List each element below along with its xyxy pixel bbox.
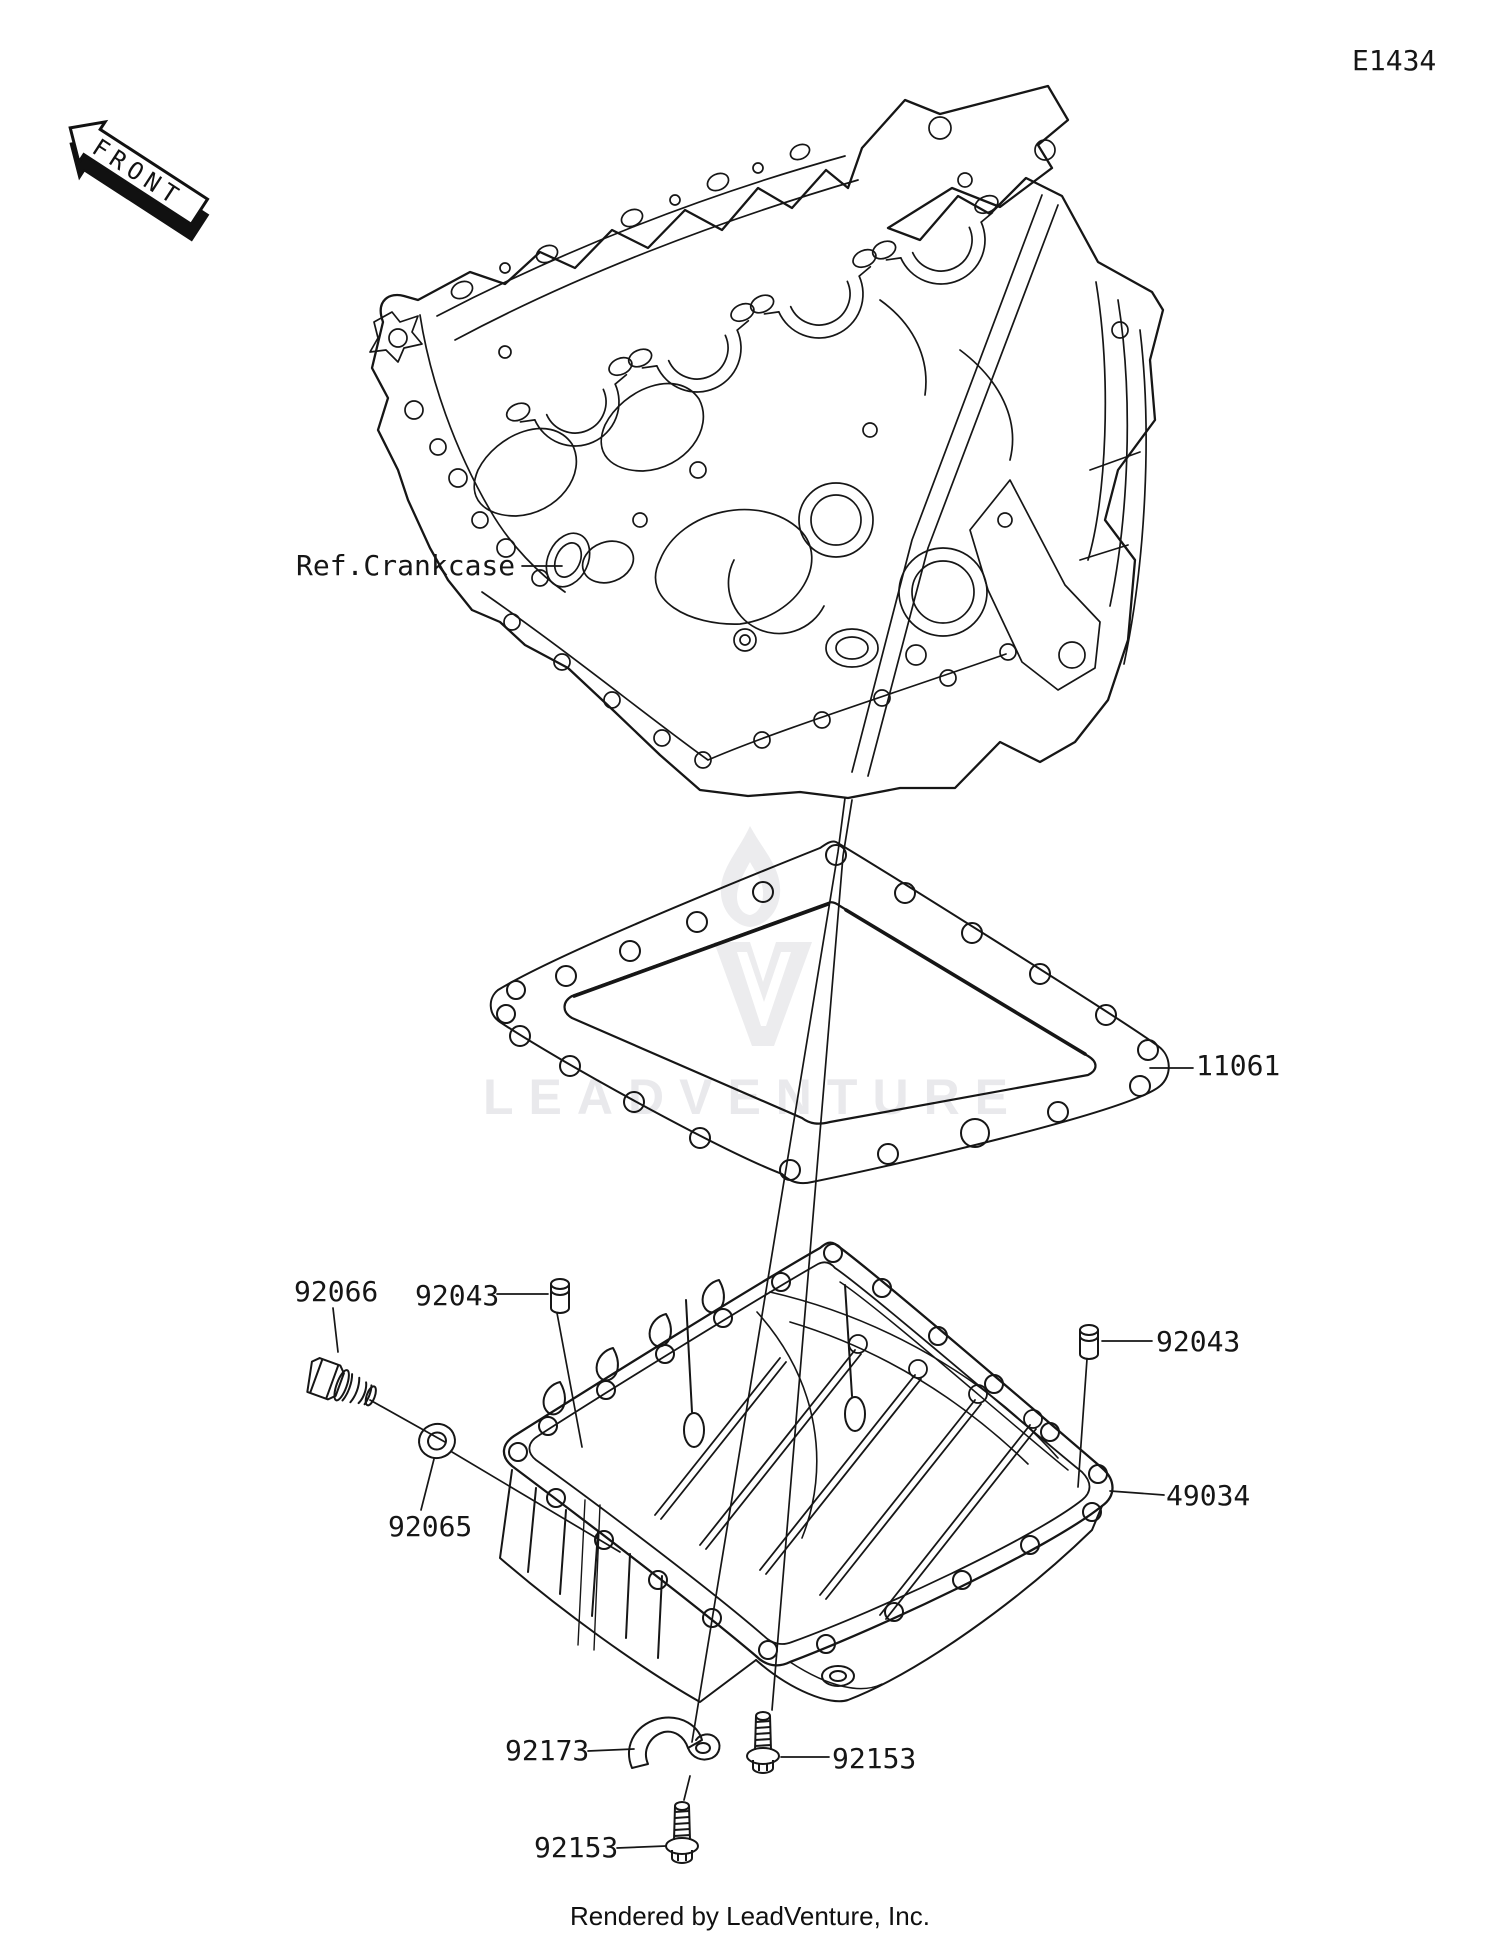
oil-pan-drawing[interactable] bbox=[500, 1243, 1113, 1702]
front-arrow-label: FRONT bbox=[87, 133, 189, 213]
part-label-dowel-pin-left[interactable]: 92043 bbox=[415, 1279, 500, 1312]
plug-drawing[interactable] bbox=[302, 1356, 381, 1414]
ref-crankcase-label: Ref.Crankcase bbox=[296, 549, 516, 582]
part-label-washer[interactable]: 92065 bbox=[388, 1510, 473, 1543]
part-label-bolt-bottom[interactable]: 92153 bbox=[534, 1831, 619, 1864]
part-label-oil-pan[interactable]: 49034 bbox=[1166, 1479, 1251, 1512]
watermark-text: LEADVENTURE bbox=[483, 1069, 1024, 1125]
part-label-bolt-right[interactable]: 92153 bbox=[832, 1742, 917, 1775]
bolt-right-drawing[interactable] bbox=[747, 1712, 779, 1773]
washer-drawing[interactable] bbox=[415, 1420, 459, 1462]
part-label-clamp[interactable]: 92173 bbox=[505, 1734, 590, 1767]
part-label-plug[interactable]: 92066 bbox=[294, 1275, 379, 1308]
footer-credit: Rendered by LeadVenture, Inc. bbox=[570, 1901, 930, 1931]
part-label-dowel-pin-right[interactable]: 92043 bbox=[1156, 1325, 1241, 1358]
crankcase-drawing bbox=[370, 86, 1163, 798]
part-label-gasket[interactable]: 11061 bbox=[1196, 1049, 1281, 1082]
dowel-pin-left-drawing[interactable] bbox=[551, 1279, 569, 1313]
bolt-bottom-drawing[interactable] bbox=[666, 1802, 698, 1863]
clamp-drawing[interactable] bbox=[629, 1718, 720, 1768]
front-arrow-icon bbox=[50, 108, 220, 248]
leader-lines bbox=[333, 566, 1193, 1848]
diagram-code: E1434 bbox=[1352, 44, 1437, 77]
dowel-pin-right-drawing[interactable] bbox=[1080, 1325, 1098, 1359]
